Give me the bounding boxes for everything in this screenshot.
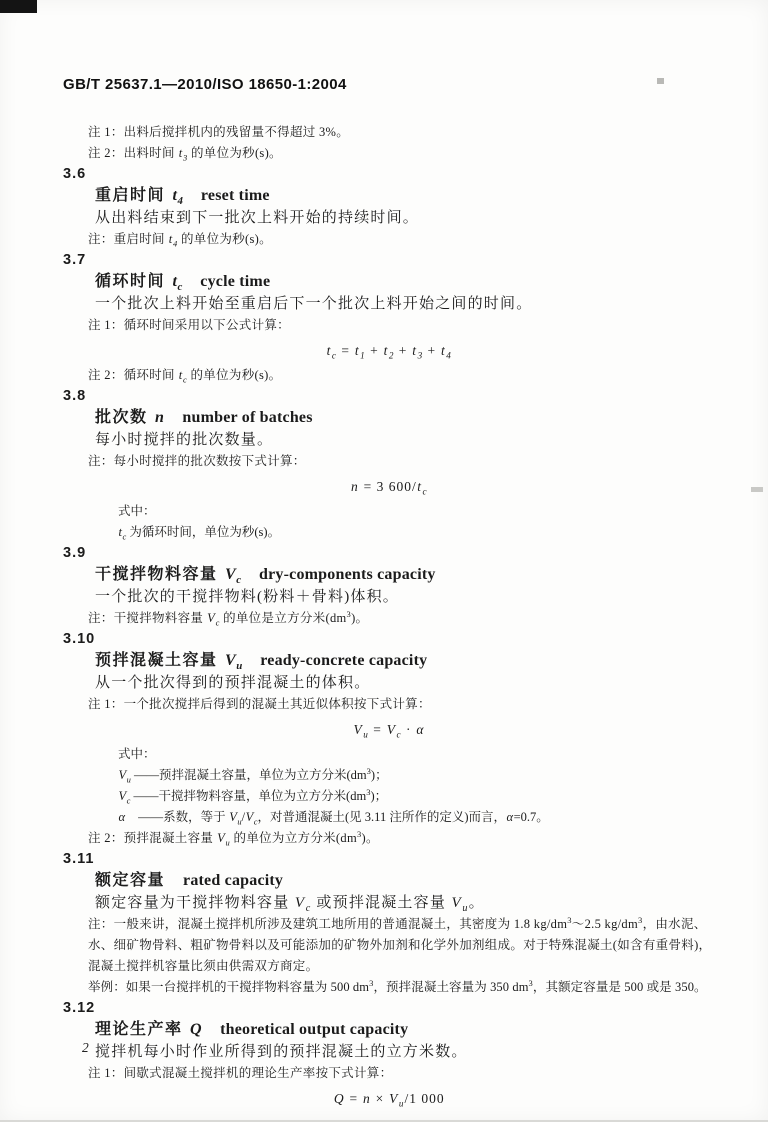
definition-line: 搅拌机每小时作业所得到的预拌混凝土的立方米数。 <box>95 1044 468 1060</box>
standard-code-header: GB/T 25637.1—2010/ISO 18650-1:2004 <box>63 76 347 93</box>
term-heading <box>95 1019 715 1041</box>
term-symbol: $t_4$ <box>172 187 183 208</box>
example-line: 举例：如果一台搅拌机的干搅拌物料容量为 500 $dm^3$，预拌混凝土容量为 350 $dm^3$，其额定容量是 500 或是 350。 <box>88 977 707 994</box>
term-en: dry-components capacity <box>259 566 436 583</box>
term-symbol: $V_c$ <box>225 566 242 587</box>
definition-line: 额定容量为干搅拌物料容量 $V_c$ 或预拌混凝土容量 $V_u$。 <box>95 895 485 914</box>
formula-line: $Q = n \times V_u/1$ 000 <box>333 1091 445 1109</box>
scan-artifact-dash <box>751 487 763 492</box>
term-en: cycle time <box>200 273 271 290</box>
section-number: 3.6 <box>63 166 87 182</box>
note-line: 注 1：循环时间采用以下公式计算： <box>88 318 290 332</box>
where-item: α ——系数，等于 $V_u/V_c$，对普通混凝土(见 3.11 注所作的定义)而言，α=0.7。 <box>118 810 549 827</box>
term-symbol: Q <box>190 1021 202 1038</box>
term-heading <box>95 650 715 672</box>
term-heading <box>95 185 715 207</box>
term-zh: 理论生产率 <box>95 1021 183 1038</box>
document-body <box>63 122 715 1113</box>
definition-line: 一个批次上料开始至重启后下一个批次上料开始之间的时间。 <box>95 296 533 312</box>
note-line: 注 2：预拌混凝土容量 $V_u$ 的单位为立方分米$(dm^3)$。 <box>88 828 379 848</box>
term-en: number of batches <box>182 409 313 426</box>
page-number: 2 <box>82 1040 89 1055</box>
where-label: 式中： <box>118 747 156 761</box>
note-line: 注：干搅拌物料容量 $V_c$ 的单位是立方分米$(dm^3)$。 <box>88 608 369 628</box>
note-line: 注 1：一个批次搅拌后得到的混凝土其近似体积按下式计算： <box>88 697 431 711</box>
section-number: 3.12 <box>63 1000 96 1016</box>
term-heading <box>95 564 715 586</box>
scan-artifact-top-left <box>0 0 37 13</box>
term-zh: 重启时间 <box>95 187 166 204</box>
term-en: rated capacity <box>183 872 284 889</box>
term-symbol: $t_c$ <box>172 273 183 294</box>
term-en: ready-concrete capacity <box>260 652 428 669</box>
note-line: 注：一般来讲，混凝土搅拌机所涉及建筑工地所用的普通混凝土，其密度为 1.8 $kg/dm^3\sim 2.5$ $kg/dm^3$，由水泥、水、细矿物骨料、粗矿物骨料以及可能添加的矿物外加剂和化学外加剂组成。对于特殊混凝土(如含有重骨料)，混凝土搅拌机容量比须由供需双方商定。 <box>88 914 712 973</box>
term-heading <box>95 870 715 892</box>
section-number: 3.10 <box>63 631 96 647</box>
term-zh: 预拌混凝土容量 <box>95 652 218 669</box>
term-symbol: n <box>155 409 164 426</box>
definition-line: 每小时搅拌的批次数量。 <box>95 432 274 448</box>
definition-line: 从出料结束到下一批次上料开始的持续时间。 <box>95 210 420 226</box>
section-number: 3.11 <box>63 851 95 867</box>
term-symbol: $V_u$ <box>225 652 243 673</box>
section-number: 3.8 <box>63 388 87 404</box>
formula-line: n = 3 $600/t_c$ <box>350 479 428 497</box>
term-en: theoretical output capacity <box>220 1021 409 1038</box>
section-number: 3.9 <box>63 545 87 561</box>
section-number: 3.7 <box>63 252 87 268</box>
definition-line: 从一个批次得到的预拌混凝土的体积。 <box>95 675 371 691</box>
term-zh: 干搅拌物料容量 <box>95 566 218 583</box>
note-line: 注：重启时间 $t_4$ 的单位为秒(s)。 <box>88 232 272 249</box>
where-item: $V_c$ ——干搅拌物料容量，单位为立方分米$(dm^3)$； <box>118 786 388 806</box>
note-line: 注 2：出料时间 $t_3$ 的单位为秒(s)。 <box>88 146 282 163</box>
where-label: 式中： <box>118 504 156 518</box>
term-zh: 循环时间 <box>95 273 166 290</box>
formula-line: $t_c = t_1 + t_2 + t_3 + t_4$ <box>326 343 452 361</box>
term-zh: 批次数 <box>95 409 148 426</box>
where-item: $t_c$ 为循环时间，单位为秒(s)。 <box>118 525 281 542</box>
term-heading <box>95 271 715 293</box>
term-en: reset time <box>200 187 270 204</box>
definition-line: 一个批次的干搅拌物料(粉料＋骨料)体积。 <box>95 589 399 605</box>
note-line: 注 2：循环时间 $t_c$ 的单位为秒(s)。 <box>88 368 282 385</box>
formula-line: $V_u = V_c \cdot \alpha$ <box>353 722 425 740</box>
term-heading <box>95 407 715 429</box>
term-zh: 额定容量 <box>95 872 166 889</box>
where-item: $V_u$ ——预拌混凝土容量，单位为立方分米$(dm^3)$； <box>118 765 388 785</box>
note-line: 注 1：间歇式混凝土搅拌机的理论生产率按下式计算： <box>88 1066 393 1080</box>
note-line: 注 1：出料后搅拌机内的残留量不得超过 3%。 <box>88 125 350 139</box>
scan-artifact-dot <box>657 78 664 84</box>
note-line: 注：每小时搅拌的批次数按下式计算： <box>88 454 306 468</box>
